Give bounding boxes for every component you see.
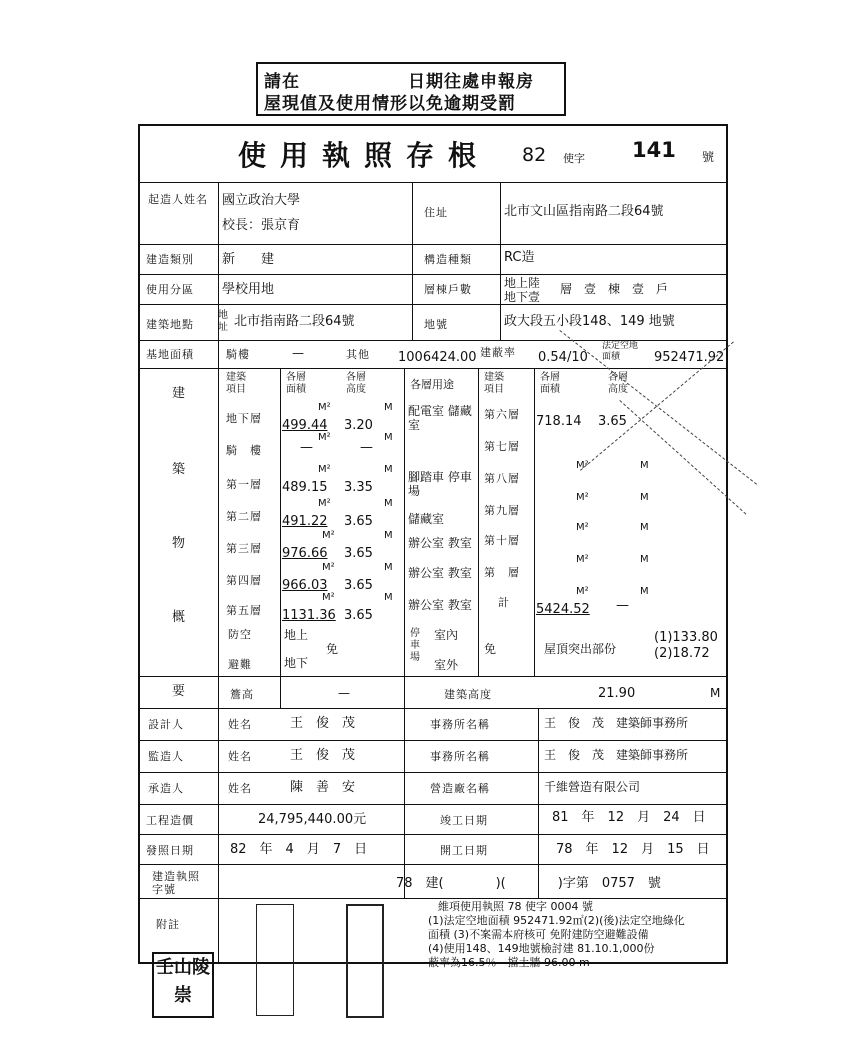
use-zone-value: 學校用地 xyxy=(222,282,275,297)
other-value: 1006424.00 xyxy=(398,350,477,365)
address-label: 住址 xyxy=(424,206,448,219)
lot-value: 政大段五小段148、149 地號 xyxy=(504,314,675,329)
floor-use: 辦公室 教室 xyxy=(408,566,472,580)
designer-name: 王 俊 茂 xyxy=(290,716,356,731)
contractor-firm: 千維營造有限公司 xyxy=(544,780,641,794)
unit-m: M xyxy=(384,432,393,443)
unit-m2: M² xyxy=(318,464,331,475)
floor-name: 第十層 xyxy=(484,534,520,547)
floor-area: 499.44 xyxy=(282,418,328,433)
rule xyxy=(138,772,728,773)
floor-area: 491.22 xyxy=(282,514,328,529)
rule xyxy=(478,368,479,676)
header-usage: 各層用途 xyxy=(410,378,454,391)
header-area: 各層面積 xyxy=(286,372,306,395)
rule xyxy=(138,804,728,805)
unit-m: M xyxy=(384,592,393,603)
supervisor-firm-label: 事務所名稱 xyxy=(430,750,490,763)
unit-m: M xyxy=(640,460,649,471)
complete-label: 竣工日期 xyxy=(440,814,488,827)
rule xyxy=(138,834,728,835)
supervisor-firm: 王 俊 茂 建築師事務所 xyxy=(544,748,689,762)
floor-name: 計 xyxy=(498,596,510,609)
floor-height: 3.65 xyxy=(344,546,373,561)
rule xyxy=(534,368,535,676)
rule xyxy=(138,304,728,305)
rule xyxy=(404,368,405,708)
permit-value: 78 建( )( )字第 0757 號 xyxy=(396,876,661,891)
signature-box xyxy=(256,904,294,1016)
cost-label: 工程造價 xyxy=(146,814,194,827)
unit-m: M xyxy=(710,686,721,700)
floor-height: 3.65 xyxy=(344,608,373,623)
rule xyxy=(138,182,728,183)
shelter-label-1: 防空 xyxy=(228,628,252,641)
floor-name: 騎 樓 xyxy=(226,444,262,457)
floors-above: 地上陸 xyxy=(504,276,541,290)
floor-height: 3.35 xyxy=(344,480,373,495)
unit-m: M xyxy=(384,498,393,509)
rule xyxy=(138,676,728,677)
coverage-value: 0.54/10 xyxy=(538,350,588,365)
notes-label: 附註 xyxy=(156,918,180,931)
rule xyxy=(138,708,728,709)
header-item: 建築項目 xyxy=(226,372,246,395)
official-seal: 壬山陵崇 xyxy=(152,952,214,1018)
legal-open-label: 法定空地面積 xyxy=(602,341,639,362)
arcade-label: 騎樓 xyxy=(226,348,250,361)
floors-label: 層棟戶數 xyxy=(424,283,472,296)
unit-m2: M² xyxy=(318,432,331,443)
floor-height: — xyxy=(616,598,629,613)
title-word: 使字 xyxy=(563,152,585,165)
side-char: 築 xyxy=(172,462,186,477)
floor-name: 第五層 xyxy=(226,604,262,617)
floor-height: — xyxy=(360,440,373,455)
note-line: 蔽率為16.5％ 擋土牆 96.00 m xyxy=(428,956,590,969)
note-line: 維項使用執照 78 使字 0004 號 xyxy=(438,900,593,913)
use-zone-label: 使用分區 xyxy=(146,283,194,296)
roof-label: 屋頂突出部份 xyxy=(544,642,617,656)
shelter-below: 地下 xyxy=(284,656,309,670)
header-area2: 各層面積 xyxy=(540,372,560,395)
parking-outdoor: 室外 xyxy=(434,658,459,672)
parking-none: 免 xyxy=(484,642,497,656)
floor-area: — xyxy=(300,440,313,455)
site-label: 建築地點 xyxy=(146,318,194,331)
eaves-value: — xyxy=(338,686,350,700)
rule xyxy=(412,182,413,340)
floor-area: 489.15 xyxy=(282,480,328,495)
issue-value: 82 年 4 月 7 日 xyxy=(230,842,368,857)
floor-use: 配電室 儲藏室 xyxy=(408,404,472,433)
floor-height: 3.65 xyxy=(344,578,373,593)
floor-name: 第九層 xyxy=(484,504,520,517)
coverage-label: 建蔽率 xyxy=(480,346,516,359)
legal-open-value: 952471.92 xyxy=(654,350,725,365)
shelter-none: 免 xyxy=(326,642,339,656)
supervisor-name-label: 姓名 xyxy=(228,750,252,763)
supervisor-label: 監造人 xyxy=(148,750,184,763)
unit-m: M xyxy=(640,522,649,533)
floor-name: 第四層 xyxy=(226,574,262,587)
unit-m: M xyxy=(384,402,393,413)
header-height: 各層高度 xyxy=(346,372,366,395)
rule xyxy=(218,182,219,964)
start-label: 開工日期 xyxy=(440,844,488,857)
unit-m2: M² xyxy=(318,402,331,413)
structure-label: 構造種類 xyxy=(424,253,472,266)
floor-name: 地下層 xyxy=(226,412,262,425)
floor-area: 976.66 xyxy=(282,546,328,561)
title-number: 141 xyxy=(632,138,676,162)
unit-m: M xyxy=(640,554,649,565)
site-area-label: 基地面積 xyxy=(146,348,194,361)
rule xyxy=(138,898,728,899)
floor-height: 3.65 xyxy=(344,514,373,529)
unit-m: M xyxy=(640,492,649,503)
floors-count: 層 壹 棟 壹 戶 xyxy=(560,282,669,296)
unit-m2: M² xyxy=(576,522,589,533)
rule xyxy=(138,740,728,741)
builder-label: 起造人姓名 xyxy=(148,193,208,206)
floor-area: 5424.52 xyxy=(536,602,590,617)
unit-m: M xyxy=(640,586,649,597)
shelter-above: 地上 xyxy=(284,628,309,642)
builder-head: 校長：張京育 xyxy=(222,218,301,233)
floor-use: 辦公室 教室 xyxy=(408,598,472,612)
floor-area: 718.14 xyxy=(536,414,582,429)
shelter-label-2: 避難 xyxy=(228,658,252,671)
side-char: 物 xyxy=(172,536,186,551)
floor-area: 1131.36 xyxy=(282,608,336,623)
floor-name: 第七層 xyxy=(484,440,520,453)
rule xyxy=(500,182,501,340)
bldg-height-label: 建築高度 xyxy=(444,688,492,701)
cost-value: 24,795,440.00元 xyxy=(258,812,367,827)
build-type-label: 建造類別 xyxy=(146,253,194,266)
roof-value-2: (2)18.72 xyxy=(654,646,710,661)
complete-value: 81 年 12 月 24 日 xyxy=(552,810,706,825)
designer-label: 設計人 xyxy=(148,718,184,731)
eaves-label: 簷高 xyxy=(230,688,254,701)
unit-m: M xyxy=(384,562,393,573)
floor-name: 第六層 xyxy=(484,408,520,421)
header-item2: 建築項目 xyxy=(484,372,504,395)
roof-value-1: (1)133.80 xyxy=(654,630,718,645)
permit-label: 建造執照字號 xyxy=(152,870,200,897)
unit-m: M xyxy=(384,464,393,475)
notice-line-1: 請在 日期往處申報房 xyxy=(264,72,534,92)
builder-name: 國立政治大學 xyxy=(222,193,301,208)
designer-firm-label: 事務所名稱 xyxy=(430,718,490,731)
parking-label: 停車場 xyxy=(410,628,420,663)
title-hao: 號 xyxy=(702,150,715,164)
floor-area: 966.03 xyxy=(282,578,328,593)
parking-indoor: 室內 xyxy=(434,628,459,642)
build-type-value: 新 建 xyxy=(222,252,275,267)
structure-value: RC造 xyxy=(504,250,535,265)
floor-name: 第八層 xyxy=(484,472,520,485)
address-value: 北市文山區指南路二段64號 xyxy=(504,204,664,219)
note-line: (4)使用148、149地號檢討建 81.10.1,000份 xyxy=(428,942,655,955)
lot-label: 地號 xyxy=(424,318,448,331)
unit-m2: M² xyxy=(576,554,589,565)
floor-use: 腳踏車 停車場 xyxy=(408,470,472,499)
floors-below: 地下壹 xyxy=(504,290,541,304)
unit-m2: M² xyxy=(322,592,335,603)
other-label: 其他 xyxy=(346,348,370,361)
unit-m2: M² xyxy=(318,498,331,509)
floor-name: 第三層 xyxy=(226,542,262,555)
start-value: 78 年 12 月 15 日 xyxy=(556,842,710,857)
contractor-name-label: 姓名 xyxy=(228,782,252,795)
note-line: 面積 (3)不案需本府核可 免附建防空避難設備 xyxy=(428,928,649,941)
site-addr-value: 北市指南路二段64號 xyxy=(234,314,355,329)
designer-firm: 王 俊 茂 建築師事務所 xyxy=(544,716,689,730)
contractor-name: 陳 善 安 xyxy=(290,780,356,795)
title-year: 82 xyxy=(522,144,547,166)
signature-box xyxy=(346,904,384,1018)
unit-m2: M² xyxy=(322,562,335,573)
rule xyxy=(280,368,281,708)
notice-stamp xyxy=(256,62,566,116)
rule xyxy=(538,708,539,898)
floor-name: 第 層 xyxy=(484,566,520,579)
floor-height: 3.65 xyxy=(598,414,627,429)
rule xyxy=(404,708,405,898)
site-addr-label: 地址 xyxy=(218,310,228,333)
supervisor-name: 王 俊 茂 xyxy=(290,748,356,763)
contractor-label: 承造人 xyxy=(148,782,184,795)
unit-m2: M² xyxy=(576,586,589,597)
note-line: (1)法定空地面積 952471.92㎡(2)(後)法定空地綠化 xyxy=(428,914,685,927)
arcade-value: — xyxy=(292,346,304,360)
unit-m2: M² xyxy=(576,492,589,503)
contractor-firm-label: 營造廠名稱 xyxy=(430,782,490,795)
floor-name: 第二層 xyxy=(226,510,262,523)
form-title: 使用執照存根 xyxy=(238,139,491,172)
side-char: 建 xyxy=(172,386,186,401)
unit-m: M xyxy=(384,530,393,541)
rule xyxy=(138,244,728,245)
rule xyxy=(138,864,728,865)
floor-use: 儲藏室 xyxy=(408,512,445,526)
unit-m2: M² xyxy=(322,530,335,541)
floor-use: 辦公室 教室 xyxy=(408,536,472,550)
side-char: 概 xyxy=(172,610,186,625)
bldg-height-value: 21.90 xyxy=(598,686,636,701)
notice-line-2: 屋現值及使用情形以免逾期受罰 xyxy=(264,94,516,114)
side-char: 要 xyxy=(172,684,186,699)
designer-name-label: 姓名 xyxy=(228,718,252,731)
floor-name: 第一層 xyxy=(226,478,262,491)
rule xyxy=(138,274,728,275)
header-height2: 各層高度 xyxy=(608,372,628,395)
rule xyxy=(138,368,728,369)
floor-height: 3.20 xyxy=(344,418,373,433)
issue-label: 發照日期 xyxy=(146,844,194,857)
unit-m2: M² xyxy=(576,460,589,471)
